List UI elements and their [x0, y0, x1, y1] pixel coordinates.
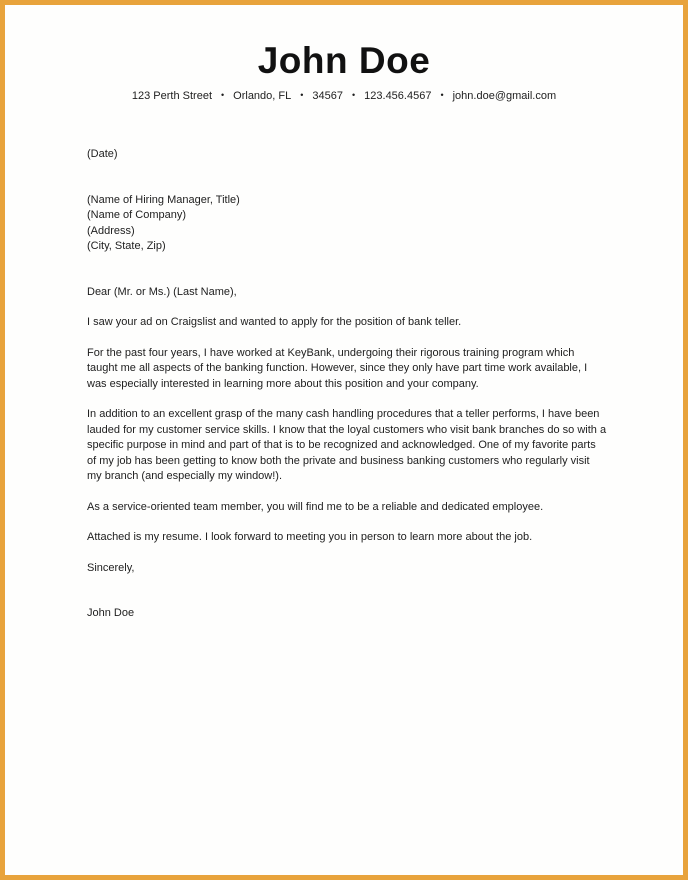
paragraph-qualities: As a service-oriented team member, you will find me to be a reliable and dedicated employee. [87, 500, 544, 513]
salutation: Dear (Mr. or Ms.) (Last Name), [87, 285, 237, 298]
recipient-line-company: (Name of Company) [87, 209, 187, 221]
contact-street: 123 Perth Street [131, 90, 212, 102]
paragraph-experience: For the past four years, I have worked at KeyBank, undergoing their rigorous training program which taught me all aspects of the banking function. However, since they only have part time work available, I was especially interested in learning more about this position and your company. [87, 346, 588, 390]
recipient-line-city-state-zip: (City, State, Zip) [87, 240, 166, 252]
paragraph-skills: In addition to an excellent grasp of the many cash handling procedures that a teller performs, I have been lauded for my customer service skills. I know that the loyal customers who visit bank branches do so with a specific purpose in mind and part of that is to be recognized and acknowledged. One of my favorite parts of my job has been getting to know both the private and business banking customers who regularly visit my branch (and especially my window!). [87, 408, 607, 482]
contact-phone: 123.456.4567 [364, 90, 432, 102]
bullet-separator: • [221, 90, 225, 100]
contact-zip: 34567 [312, 90, 343, 102]
letter-header [5, 5, 683, 103]
contact-email: john.doe@gmail.com [452, 90, 557, 102]
recipient-line-address: (Address) [87, 224, 135, 237]
date-placeholder: (Date) [87, 148, 118, 160]
contact-line [5, 89, 683, 103]
recipient-line-manager: (Name of Hiring Manager, Title) [87, 193, 240, 206]
applicant-name: John Doe [257, 40, 431, 81]
signature-name: John Doe [87, 607, 135, 619]
closing: Sincerely, [87, 561, 135, 574]
contact-city: Orlando, FL [233, 90, 292, 102]
bullet-separator: • [300, 90, 304, 100]
letter-body [5, 103, 683, 622]
paragraph-resume: Attached is my resume. I look forward to meeting you in person to learn more about the job. [87, 531, 533, 543]
bullet-separator: • [440, 90, 444, 100]
paragraph-intro: I saw your ad on Craigslist and wanted to apply for the position of bank teller. [87, 316, 462, 328]
bullet-separator: • [352, 90, 356, 100]
recipient-block [87, 193, 607, 255]
